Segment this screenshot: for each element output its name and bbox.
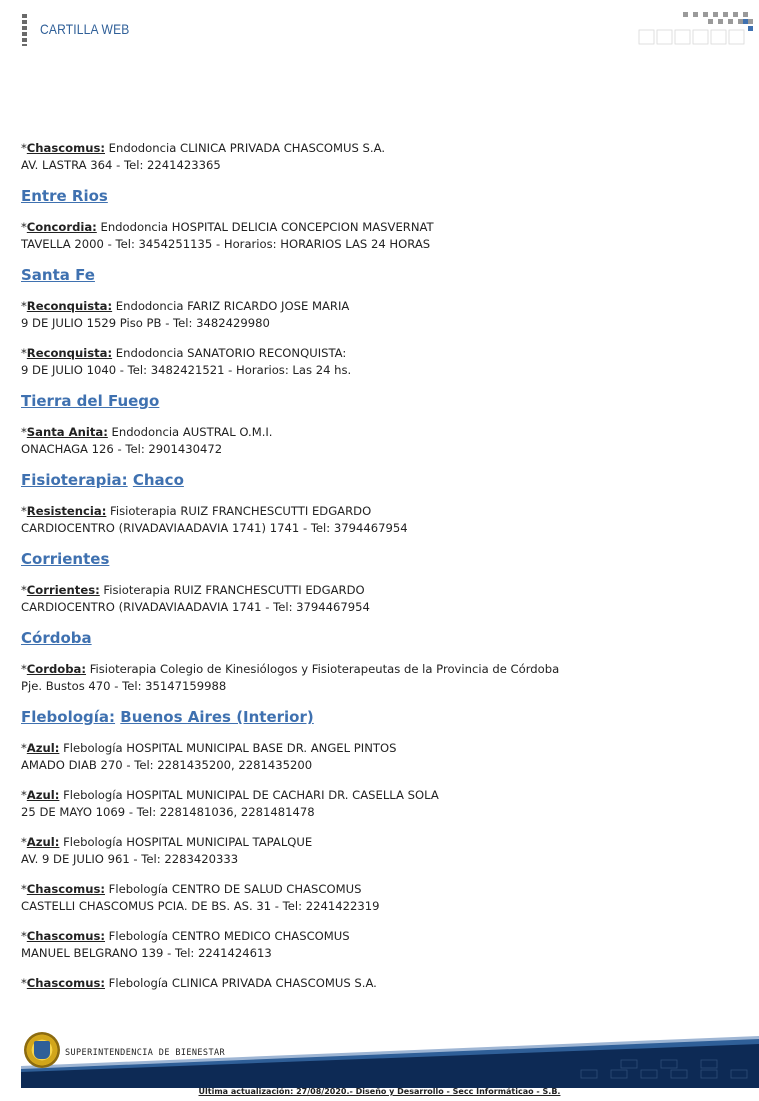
- provider-address: AV. 9 DE JULIO 961 - Tel: 2283420333: [21, 852, 239, 866]
- provider-entry: *Resistencia: Fisioterapia RUIZ FRANCHESCUTTI EDGARDO CARDIOCENTRO (RIVADAVIAADAVIA 1741) 1741 - Tel: 3794467954: [21, 503, 741, 537]
- header-accent-bar: [22, 14, 27, 46]
- provider-name: Flebología CENTRO MEDICO CHASCOMUS: [105, 929, 350, 943]
- section-heading-part: Córdoba: [21, 629, 92, 647]
- section-heading: [21, 708, 741, 726]
- provider-address: MANUEL BELGRANO 139 - Tel: 2241424613: [21, 946, 272, 960]
- directory-listing: [21, 140, 741, 1005]
- provider-name: Fisioterapia RUIZ FRANCHESCUTTI EDGARDO: [106, 504, 372, 518]
- provider-city: Chascomus:: [26, 929, 105, 943]
- section-heading-part: Entre Rios: [21, 187, 108, 205]
- provider-entry: *Reconquista: Endodoncia FARIZ RICARDO JOSE MARIA 9 DE JULIO 1529 Piso PB - Tel: 3482429980: [21, 298, 741, 332]
- footer-band: [21, 1030, 759, 1088]
- provider-name: Endodoncia AUSTRAL O.M.I.: [107, 425, 273, 439]
- provider-entry: *Chascomus: Flebología CENTRO DE SALUD CHASCOMUS CASTELLI CHASCOMUS PCIA. DE BS. AS. 31 - Tel: 2241422319: [21, 881, 741, 915]
- provider-city: Azul:: [26, 835, 60, 849]
- section-heading-part: Tierra del Fuego: [21, 392, 160, 410]
- section-heading: [21, 187, 741, 205]
- footer: [21, 1030, 759, 1088]
- section-heading: [21, 392, 741, 410]
- provider-name: Endodoncia HOSPITAL DELICIA CONCEPCION MASVERNAT: [96, 220, 434, 234]
- provider-city: Azul:: [26, 788, 60, 802]
- section-heading-part: Santa Fe: [21, 266, 95, 284]
- provider-address: AMADO DIAB 270 - Tel: 2281435200, 2281435200: [21, 758, 313, 772]
- provider-city: Chascomus:: [26, 882, 105, 896]
- footer-organization: SUPERINTENDENCIA DE BIENESTAR: [65, 1048, 226, 1058]
- provider-entry: *Cordoba: Fisioterapia Colegio de Kinesiólogos y Fisioterapeutas de la Provincia de Córdoba Pje. Bustos 470 - Tel: 35147159988: [21, 661, 741, 695]
- provider-name: Fisioterapia RUIZ FRANCHESCUTTI EDGARDO: [99, 583, 365, 597]
- section-heading-part: Fisioterapia:: [21, 471, 128, 489]
- provider-name: Flebología HOSPITAL MUNICIPAL DE CACHARI DR. CASELLA SOLA: [59, 788, 439, 802]
- provider-name: Endodoncia FARIZ RICARDO JOSE MARIA: [112, 299, 350, 313]
- provider-address: TAVELLA 2000 - Tel: 3454251135 - Horarios: HORARIOS LAS 24 HORAS: [21, 237, 431, 251]
- provider-name: Flebología CLINICA PRIVADA CHASCOMUS S.A.: [105, 976, 377, 990]
- provider-name: Flebología HOSPITAL MUNICIPAL BASE DR. ANGEL PINTOS: [59, 741, 397, 755]
- provider-city: Resistencia:: [26, 504, 107, 518]
- section-heading-part: Flebología:: [21, 708, 116, 726]
- provider-name: Endodoncia SANATORIO RECONQUISTA:: [112, 346, 347, 360]
- last-update-note: Ultima actualización: 27/08/2020.- Diseño y Desarrollo - Secc Informáticao - S.B.: [198, 1087, 561, 1096]
- superintendencia-seal-logo: [24, 1032, 60, 1068]
- provider-address: ONACHAGA 126 - Tel: 2901430472: [21, 442, 223, 456]
- provider-address: CARDIOCENTRO (RIVADAVIAADAVIA 1741) 1741 - Tel: 3794467954: [21, 521, 408, 535]
- provider-address: 9 DE JULIO 1040 - Tel: 3482421521 - Horarios: Las 24 hs.: [21, 363, 352, 377]
- provider-entry: *Reconquista: Endodoncia SANATORIO RECONQUISTA: 9 DE JULIO 1040 - Tel: 3482421521 - Horarios: Las 24 hs.: [21, 345, 741, 379]
- section-heading-part: Chaco: [132, 471, 184, 489]
- provider-entry: *Azul: Flebología HOSPITAL MUNICIPAL BASE DR. ANGEL PINTOS AMADO DIAB 270 - Tel: 2281435200, 2281435200: [21, 740, 741, 774]
- section-heading: [21, 471, 741, 489]
- provider-entry: *Chascomus: Flebología CLINICA PRIVADA CHASCOMUS S.A.: [21, 976, 377, 990]
- provider-city: Reconquista:: [26, 346, 113, 360]
- provider-address: 9 DE JULIO 1529 Piso PB - Tel: 3482429980: [21, 316, 270, 330]
- section-heading: [21, 550, 741, 568]
- provider-city: Chascomus:: [26, 976, 105, 990]
- header-decoration: [635, 10, 755, 50]
- section-heading-part: Corrientes: [21, 550, 110, 568]
- provider-address: 25 DE MAYO 1069 - Tel: 2281481036, 2281481478: [21, 805, 315, 819]
- provider-city: Santa Anita:: [26, 425, 108, 439]
- provider-name: Flebología HOSPITAL MUNICIPAL TAPALQUE: [59, 835, 313, 849]
- provider-address: CARDIOCENTRO (RIVADAVIAADAVIA 1741 - Tel: 3794467954: [21, 600, 370, 614]
- provider-city: Reconquista:: [26, 299, 113, 313]
- provider-entry: *Chascomus: Flebología CENTRO MEDICO CHASCOMUS MANUEL BELGRANO 139 - Tel: 2241424613: [21, 928, 741, 962]
- provider-entry: *Concordia: Endodoncia HOSPITAL DELICIA CONCEPCION MASVERNAT TAVELLA 2000 - Tel: 3454251135 - Horarios: HORARIOS LAS 24 HORAS: [21, 219, 741, 253]
- provider-city: Concordia:: [26, 220, 97, 234]
- page-title: CARTILLA WEB: [40, 21, 130, 37]
- provider-name: Endodoncia CLINICA PRIVADA CHASCOMUS S.A.: [105, 141, 386, 155]
- provider-name: Fisioterapia Colegio de Kinesiólogos y Fisioterapeutas de la Provincia de Córdoba: [86, 662, 560, 676]
- provider-address: Pje. Bustos 470 - Tel: 35147159988: [21, 679, 227, 693]
- section-heading-part: Buenos Aires (Interior): [120, 708, 314, 726]
- provider-city: Azul:: [26, 741, 60, 755]
- provider-entry: *Corrientes: Fisioterapia RUIZ FRANCHESCUTTI EDGARDO CARDIOCENTRO (RIVADAVIAADAVIA 1741 - Tel: 3794467954: [21, 582, 741, 616]
- provider-entry: *Chascomus: Endodoncia CLINICA PRIVADA CHASCOMUS S.A. AV. LASTRA 364 - Tel: 2241423365: [21, 140, 741, 174]
- provider-city: Chascomus:: [26, 141, 105, 155]
- provider-name: Flebología CENTRO DE SALUD CHASCOMUS: [105, 882, 362, 896]
- provider-address: CASTELLI CHASCOMUS PCIA. DE BS. AS. 31 - Tel: 2241422319: [21, 899, 380, 913]
- provider-entry: *Azul: Flebología HOSPITAL MUNICIPAL DE CACHARI DR. CASELLA SOLA 25 DE MAYO 1069 - Tel: 2281481036, 2281481478: [21, 787, 741, 821]
- provider-city: Corrientes:: [26, 583, 100, 597]
- section-heading: [21, 629, 741, 647]
- provider-city: Cordoba:: [26, 662, 87, 676]
- provider-entry: *Santa Anita: Endodoncia AUSTRAL O.M.I. ONACHAGA 126 - Tel: 2901430472: [21, 424, 741, 458]
- section-heading: [21, 266, 741, 284]
- provider-entry: *Azul: Flebología HOSPITAL MUNICIPAL TAPALQUE AV. 9 DE JULIO 961 - Tel: 2283420333: [21, 834, 741, 868]
- provider-address: AV. LASTRA 364 - Tel: 2241423365: [21, 158, 221, 172]
